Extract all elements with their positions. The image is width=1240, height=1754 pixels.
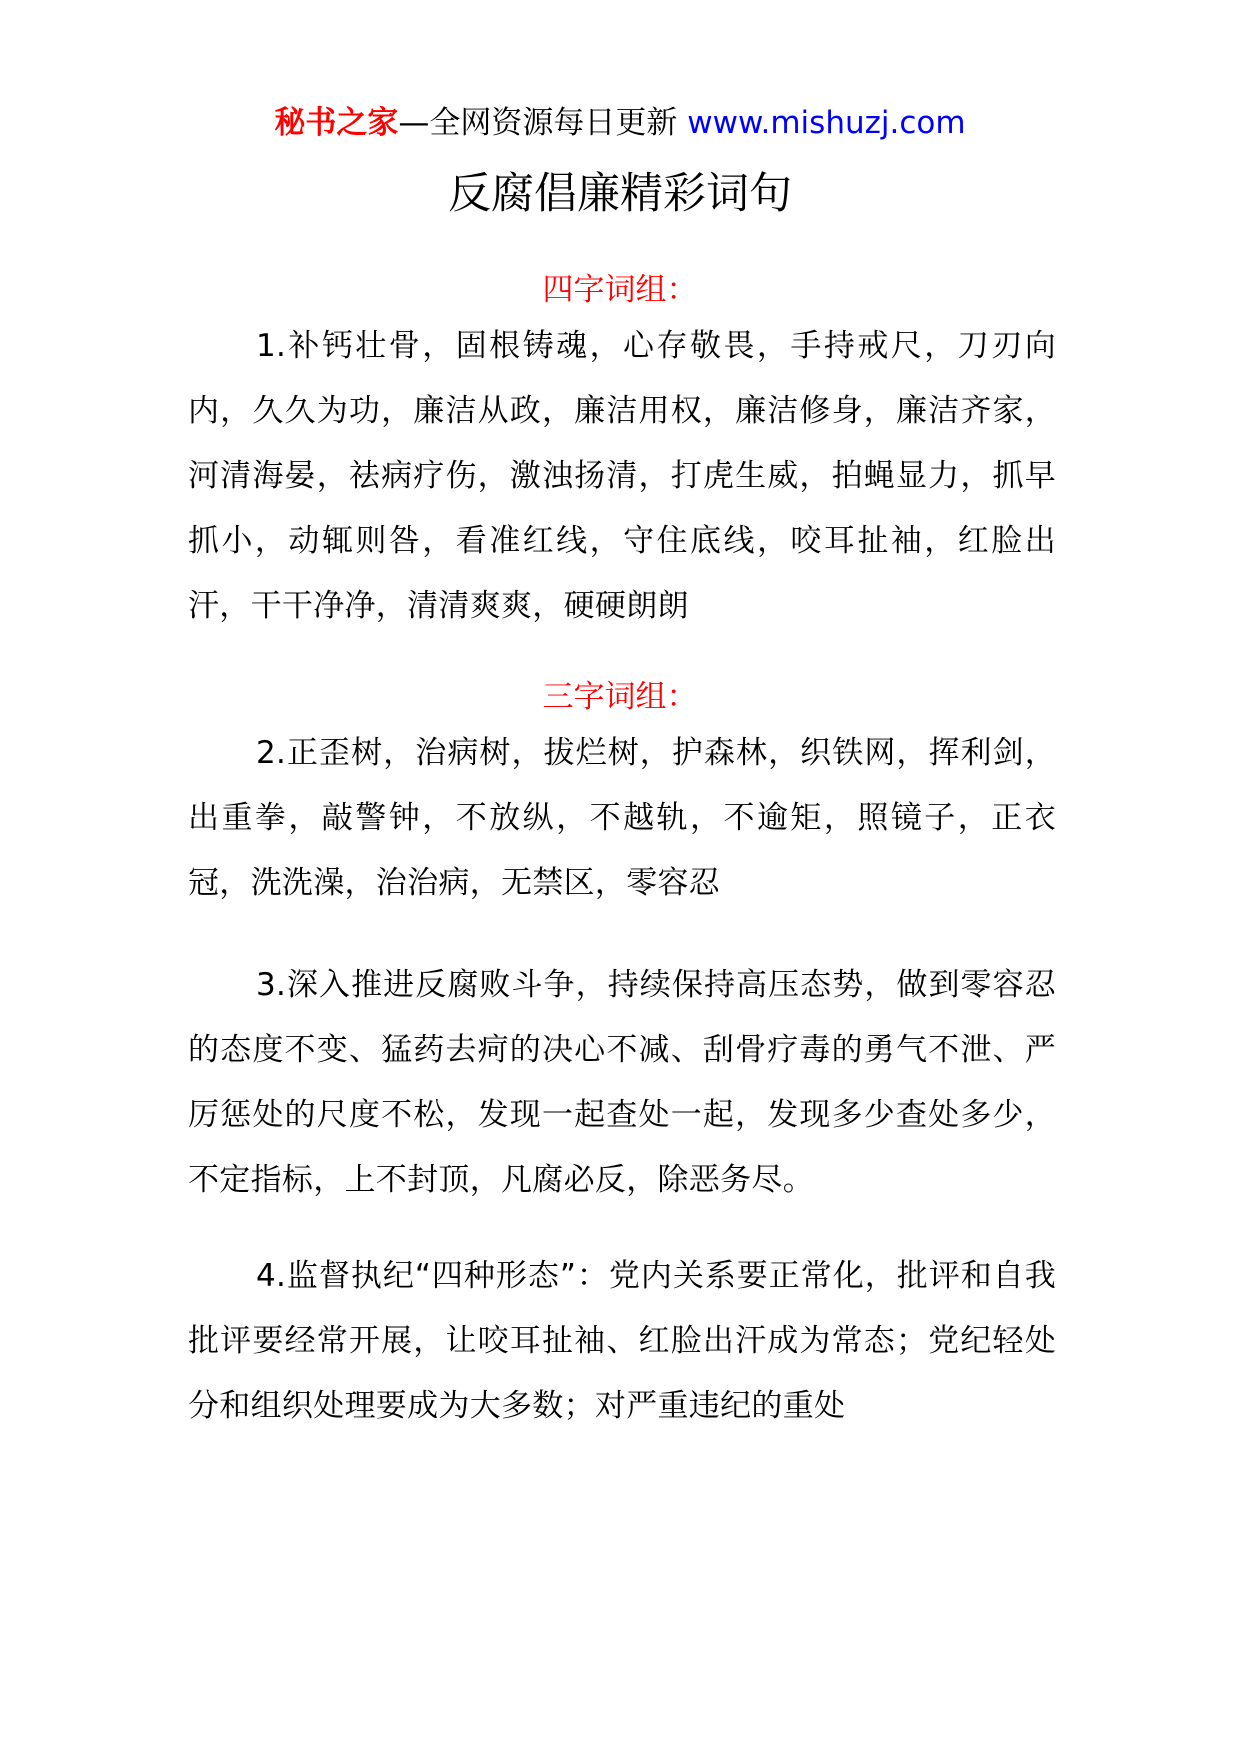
site-url-link[interactable]: www.mishuzj.com xyxy=(687,105,966,141)
paragraph-3: 3.深入推进反腐败斗争，持续保持高压态势，做到零容忍的态度不变、猛药去疴的决心不减、刮骨疗毒的勇气不泄、严厉惩处的尺度不松，发现一起查处一起，发现多少查处多少，不定指标，上不封顶，凡腐必反，除恶务尽。 xyxy=(188,967,1056,1198)
paragraph-1: 1.补钙壮骨，固根铸魂，心存敬畏，手持戒尺，刀刃向内，久久为功，廉洁从政，廉洁用权，廉洁修身，廉洁齐家，河清海晏，祛病疗伤，激浊扬清，打虎生威，拍蝇显力，抓早抓小，动辄则咎，看准红线，守住底线，咬耳扯袖，红脸出汗，干干净净，清清爽爽，硬硬朗朗 xyxy=(188,328,1056,624)
document-title: 反腐倡廉精彩词句 xyxy=(448,169,792,219)
site-header xyxy=(0,98,1240,148)
section-heading-three-char: 三字词组： xyxy=(542,679,698,715)
paragraph-2: 2.正歪树，治病树，拔烂树，护森林，织铁网，挥利剑，出重拳，敲警钟，不放纵，不越轨，不逾矩，照镜子，正衣冠，洗洗澡，治治病，无禁区，零容忍 xyxy=(188,735,1056,901)
site-brand: 秘书之家 xyxy=(274,105,399,141)
paragraph-4: 4.监督执纪“四种形态”：党内关系要正常化，批评和自我批评要经常开展，让咬耳扯袖、红脸出汗成为常态；党纪轻处分和组织处理要成为大多数；对严重违纪的重处 xyxy=(188,1258,1056,1424)
site-tagline: —全网资源每日更新 xyxy=(398,105,688,141)
section-heading-four-char: 四字词组： xyxy=(542,272,698,308)
